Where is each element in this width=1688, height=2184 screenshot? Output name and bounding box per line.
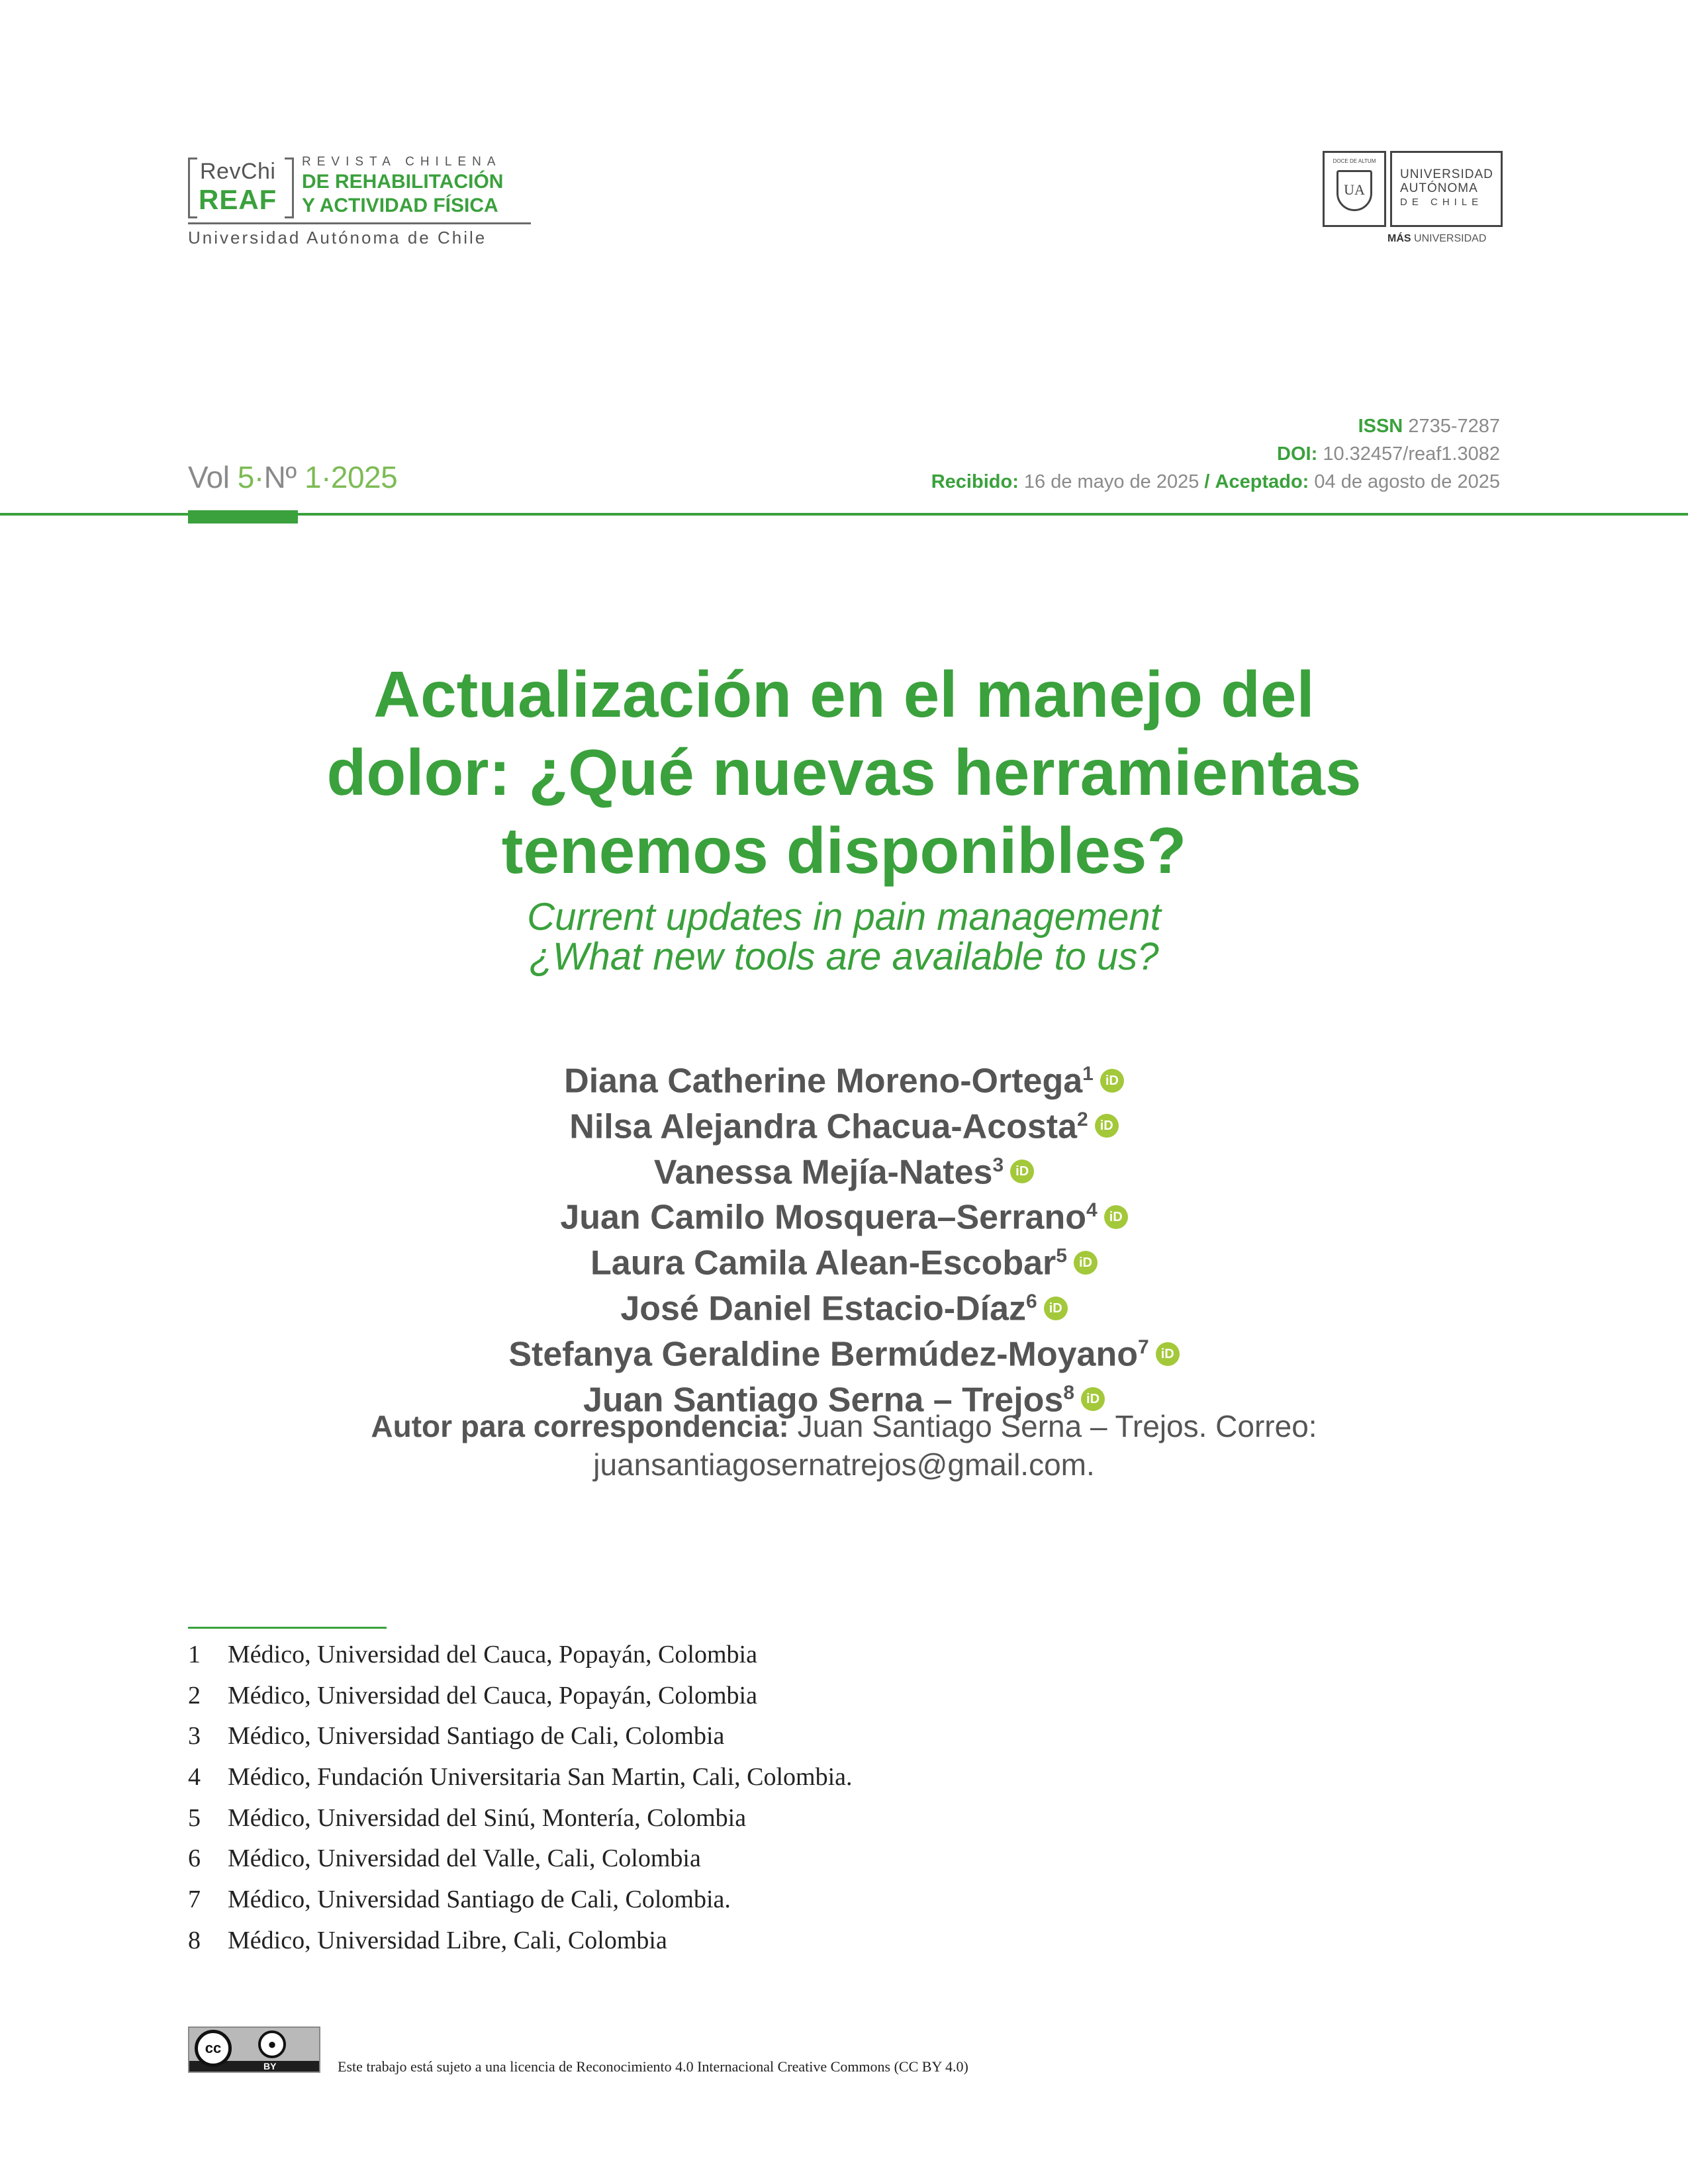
author-6: José Daniel Estacio-Díaz$^6$ iD [199, 1283, 1489, 1328]
journal-logo [188, 154, 532, 246]
affiliations [188, 1635, 853, 1962]
article-title: Actualización en el manejo del dolor: ¿Qué nuevas herramientas tenemos disponibles? [326, 658, 1362, 887]
university-logo [1323, 151, 1503, 250]
affiliation-item: 8 Médico, Universidad Libre, Cali, Colombia [188, 1926, 667, 1954]
affiliation-item: 6 Médico, Universidad del Valle, Cali, Colombia [188, 1844, 701, 1873]
university-name-1: UNIVERSIDAD [1400, 167, 1493, 181]
by-label: BY [263, 2061, 277, 2071]
affiliation-item: 2 Médico, Universidad del Cauca, Popayán, Colombia [188, 1681, 757, 1709]
author-1: Diana Catherine Moreno-Ortega$^1$ iD [199, 1055, 1489, 1101]
correspondence: Autor para correspondencia: Juan Santiago Serna – Trejos. Correo: juansantiagosernatrejos@gmail.com. [199, 1407, 1489, 1484]
author-8: Juan Santiago Serna – Trejos$^8$ iD [199, 1374, 1489, 1420]
journal-university: Universidad Autónoma de Chile [188, 228, 487, 248]
header-rule-accent [188, 510, 298, 523]
journal-name-line2: DE REHABILITACIÓN [302, 171, 504, 193]
article-subtitle-en: Current updates in pain management ¿What new tools are available to us? [527, 895, 1161, 978]
orcid-icon[interactable]: iD [1095, 1114, 1119, 1138]
journal-name-line1: REVISTA CHILENA [302, 155, 502, 169]
issue-volume: Vol 5·Nº 1·2025 [188, 460, 398, 494]
university-shield-icon [1323, 151, 1386, 227]
orcid-icon[interactable]: iD [1074, 1251, 1098, 1275]
footnote-rule [188, 1627, 387, 1629]
attribution-icon: ● [258, 2030, 286, 2058]
doi-line[interactable]: DOI: 10.32457/reaf1.3082 [1277, 443, 1500, 465]
cc-icon: cc [195, 2030, 232, 2067]
affiliation-item: 7 Médico, Universidad Santiago de Cali, Colombia. [188, 1886, 731, 1914]
author-3: Vanessa Mejía-Nates$^3$ iD [199, 1146, 1489, 1192]
author-7: Stefanya Geraldine Bermúdez-Moyano$^7$ iD [199, 1328, 1489, 1374]
affiliation-item: 1 Médico, Universidad del Cauca, Popayán, Colombia [188, 1641, 757, 1668]
orcid-icon[interactable]: iD [1010, 1160, 1034, 1183]
license-text: Este trabajo está sujeto a una licencia de Reconocimiento 4.0 Internacional Creative Commons (CC BY 4.0) [338, 2058, 968, 2075]
affiliation-item: 5 Médico, Universidad del Sinú, Montería, Colombia [188, 1803, 747, 1832]
affiliation-item: 4 Médico, Fundación Universitaria San Martin, Cali, Colombia. [188, 1763, 853, 1792]
orcid-icon[interactable]: iD [1100, 1069, 1124, 1093]
author-list [199, 1055, 1489, 1420]
university-tagline: MÁS UNIVERSIDAD [1387, 233, 1487, 244]
shield-monogram: UA [1336, 170, 1372, 211]
dates-line: Recibido: 16 de mayo de 2025 / Aceptado: 04 de agosto de 2025 [931, 471, 1500, 492]
orcid-icon[interactable]: iD [1156, 1342, 1180, 1366]
journal-name-line3: Y ACTIVIDAD FÍSICA [302, 195, 498, 216]
orcid-icon[interactable]: iD [1081, 1387, 1105, 1411]
author-5: Laura Camila Alean-Escobar$^5$ iD [199, 1237, 1489, 1283]
university-name-2: AUTÓNOMA [1400, 181, 1478, 195]
issn-line: ISSN 2735-7287 [1358, 416, 1500, 437]
orcid-icon[interactable]: iD [1104, 1205, 1128, 1229]
author-2: Nilsa Alejandra Chacua-Acosta$^2$ iD [199, 1101, 1489, 1146]
university-name-3: DE CHILE [1400, 197, 1483, 208]
logo-divider [188, 222, 531, 224]
orcid-icon[interactable]: iD [1044, 1297, 1068, 1320]
correspondence-email[interactable]: juansantiagosernatrejos@gmail.com. [593, 1447, 1095, 1482]
revchi-reaf-mark [188, 158, 294, 218]
university-name-box [1390, 151, 1503, 227]
shield-motto: DOCE DE ALTUM [1333, 158, 1376, 164]
cc-by-badge-icon[interactable] [188, 2026, 320, 2073]
affiliation-item: 3 Médico, Universidad Santiago de Cali, Colombia [188, 1722, 725, 1751]
logo-reaf: REAF [199, 184, 277, 215]
logo-revchi: RevChi [200, 159, 276, 184]
author-4: Juan Camilo Mosquera–Serrano$^4$ iD [199, 1191, 1489, 1237]
